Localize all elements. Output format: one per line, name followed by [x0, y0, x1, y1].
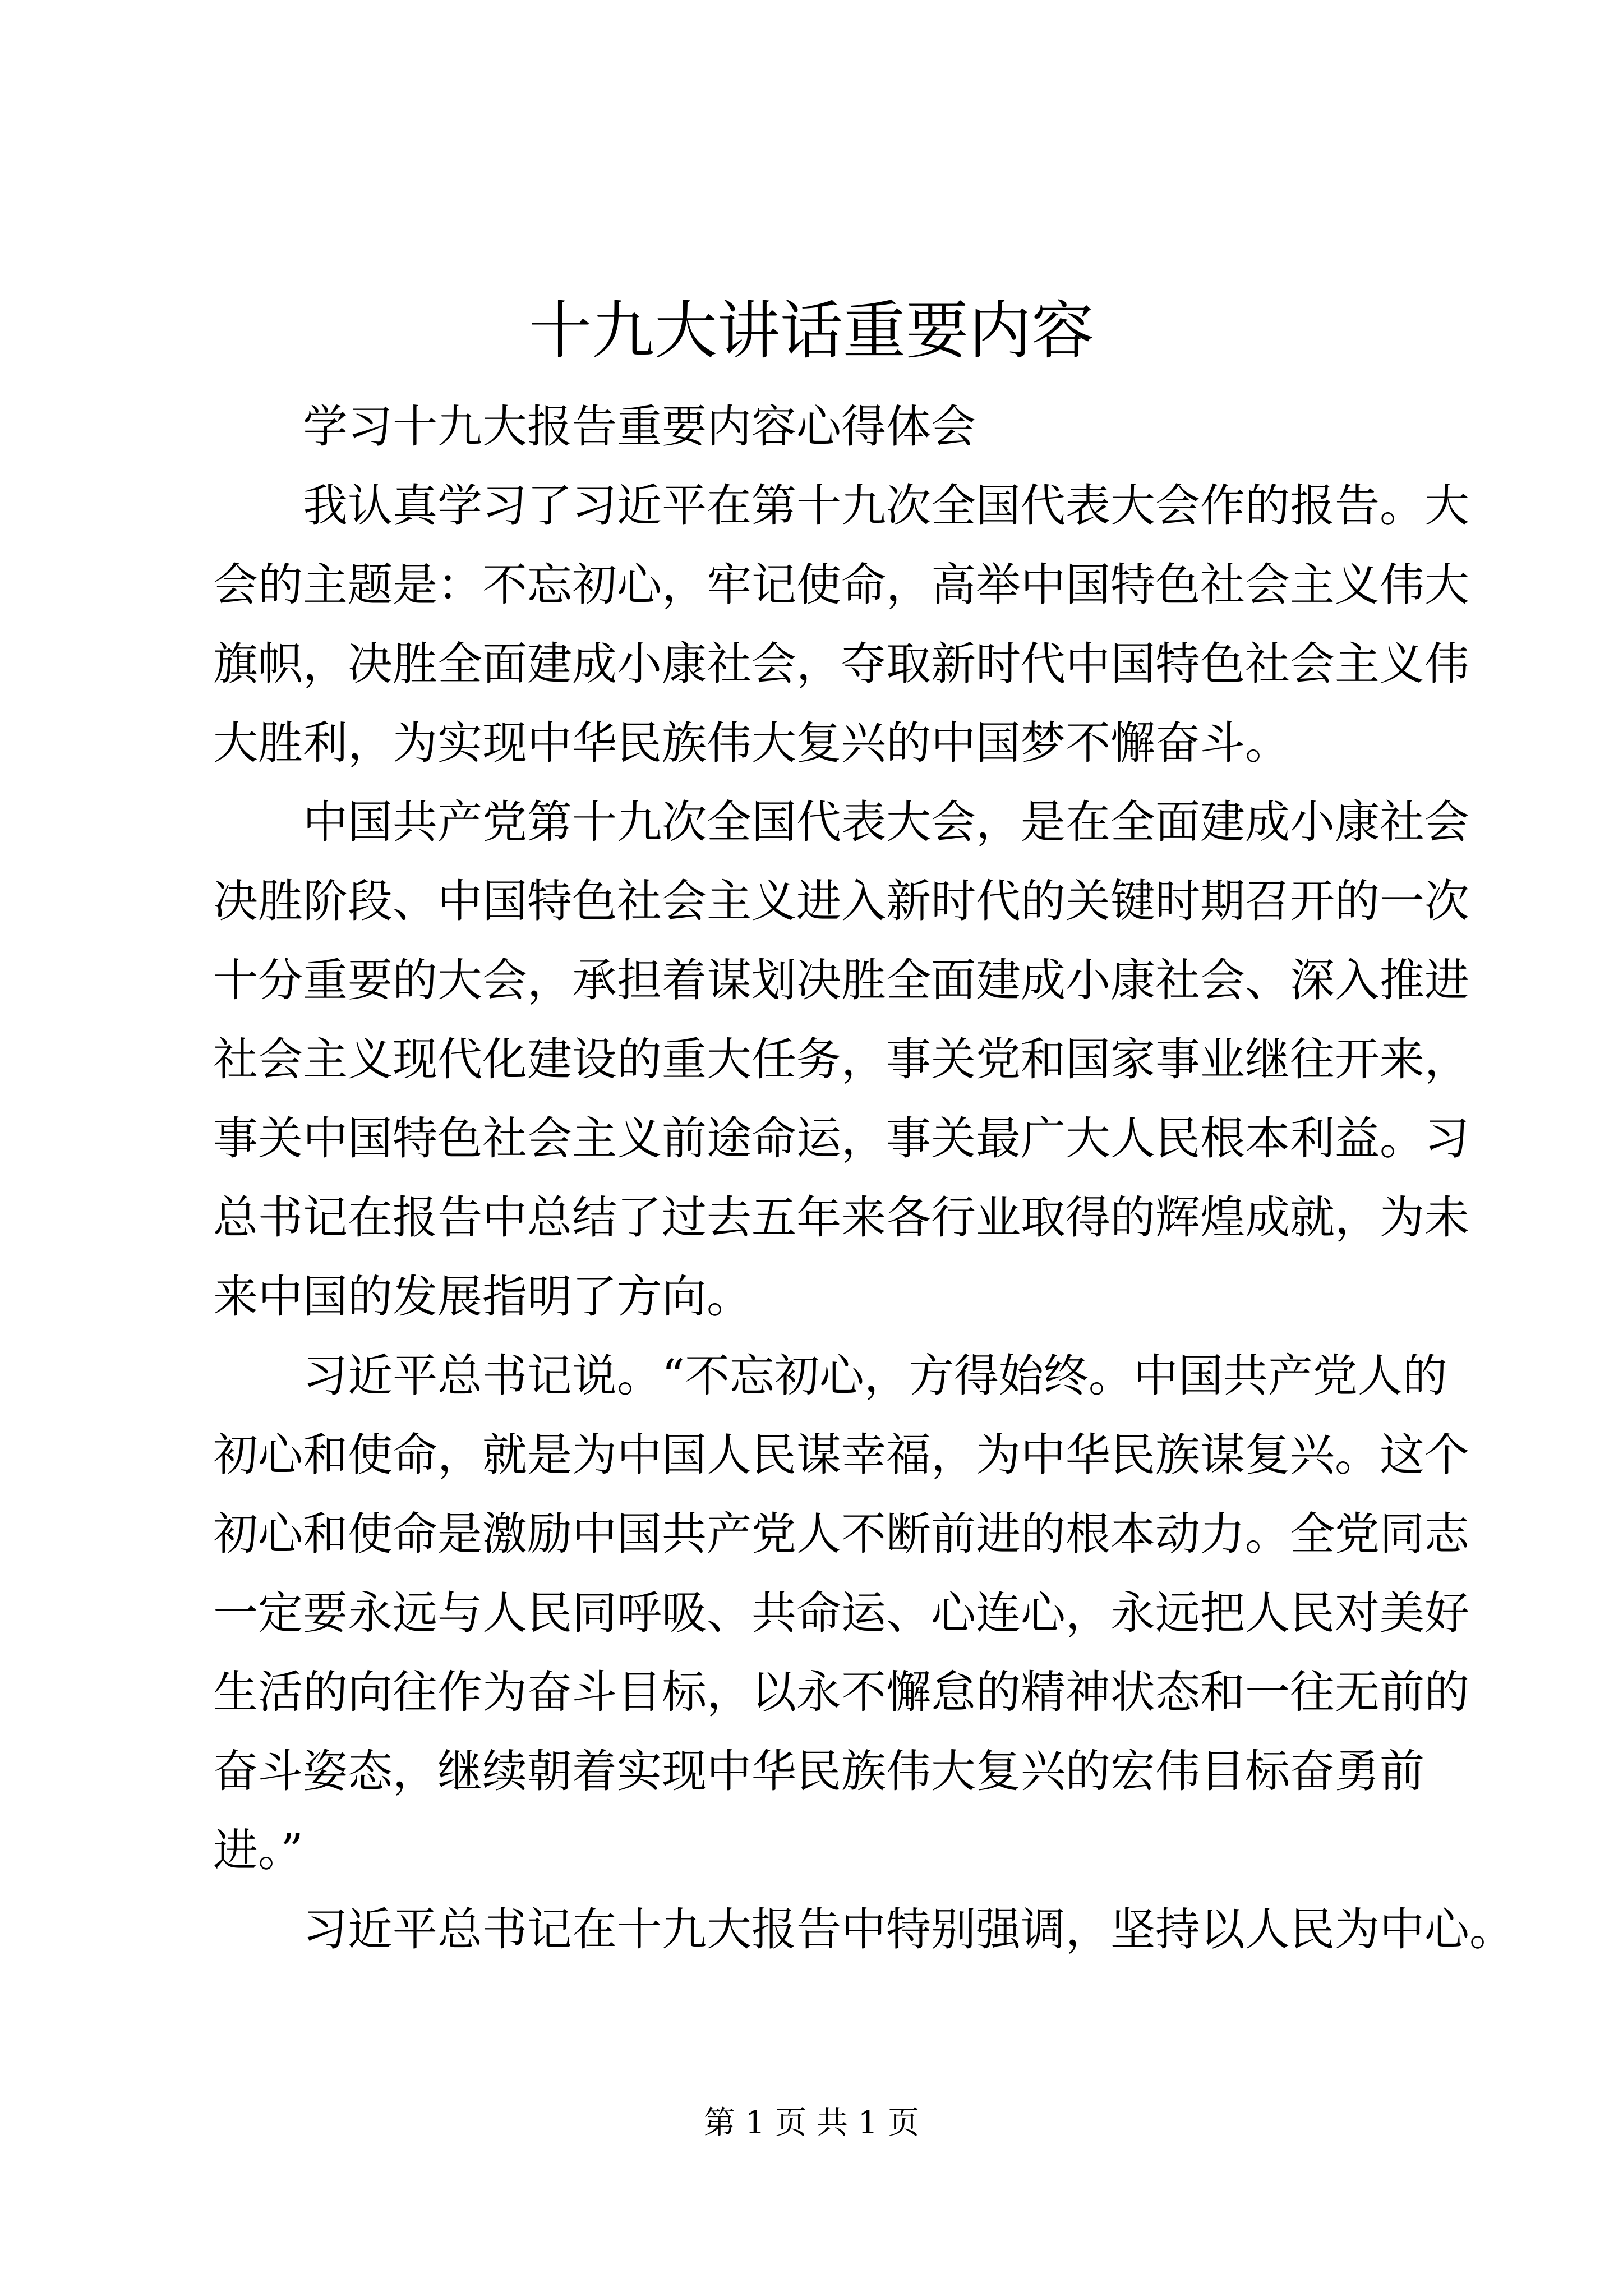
- paragraph: [213, 1336, 1469, 1890]
- text-line: 奋斗姿态，继续朝着实现中华民族伟大复兴的宏伟目标奋勇前: [213, 1745, 1424, 1797]
- text-line: 社会主义现代化建设的重大任务，事关党和国家事业继往开来，: [213, 1033, 1469, 1085]
- text-line: 来中国的发展指明了方向。: [213, 1271, 751, 1323]
- text-line: 一定要永远与人民同呼吸、共命运、心连心，永远把人民对美好: [213, 1587, 1469, 1639]
- paragraph: [213, 1890, 1514, 1969]
- text-line: 事关中国特色社会主义前途命运，事关最广大人民根本利益。习: [213, 1112, 1469, 1165]
- document-title: 十九大讲话重要内容: [529, 295, 1094, 367]
- text-line: 大胜利，为实现中华民族伟大复兴的中国梦不懈奋斗。: [213, 717, 1290, 769]
- text-line: 旗帜，决胜全面建成小康社会，夺取新时代中国特色社会主义伟: [213, 638, 1469, 690]
- text-line: 总书记在报告中总结了过去五年来各行业取得的辉煌成就，为未: [213, 1191, 1469, 1244]
- page-footer: 第 1 页 共 1 页: [703, 2105, 920, 2141]
- text-line: 决胜阶段、中国特色社会主义进入新时代的关键时期召开的一次: [213, 875, 1469, 927]
- text-line: 中国共产党第十九次全国代表大会，是在全面建成小康社会: [303, 796, 1469, 848]
- text-line: 十分重要的大会，承担着谋划决胜全面建成小康社会、深入推进: [213, 954, 1469, 1006]
- text-line: 进。”: [213, 1824, 303, 1876]
- paragraph: [213, 387, 1424, 466]
- text-line: 初心和使命，就是为中国人民谋幸福，为中华民族谋复兴。这个: [213, 1429, 1469, 1481]
- text-line: 习近平总书记在十九大报告中特别强调，坚持以人民为中心。: [303, 1903, 1514, 1955]
- paragraph: [213, 783, 1469, 1336]
- text-line: 我认真学习了习近平在第十九次全国代表大会作的报告。大: [303, 480, 1469, 532]
- text-line: 初心和使命是激励中国共产党人不断前进的根本动力。全党同志: [213, 1508, 1469, 1560]
- text-line: 会的主题是：不忘初心，牢记使命，高举中国特色社会主义伟大: [213, 559, 1469, 611]
- paragraph: [213, 466, 1469, 783]
- document-body: [213, 387, 1514, 1969]
- text-line: 生活的向往作为奋斗目标，以永不懈怠的精神状态和一往无前的: [213, 1666, 1469, 1718]
- text-line: 习近平总书记说。“不忘初心，方得始终。中国共产党人的: [303, 1350, 1447, 1402]
- text-line: 学习十九大报告重要内容心得体会: [303, 401, 976, 453]
